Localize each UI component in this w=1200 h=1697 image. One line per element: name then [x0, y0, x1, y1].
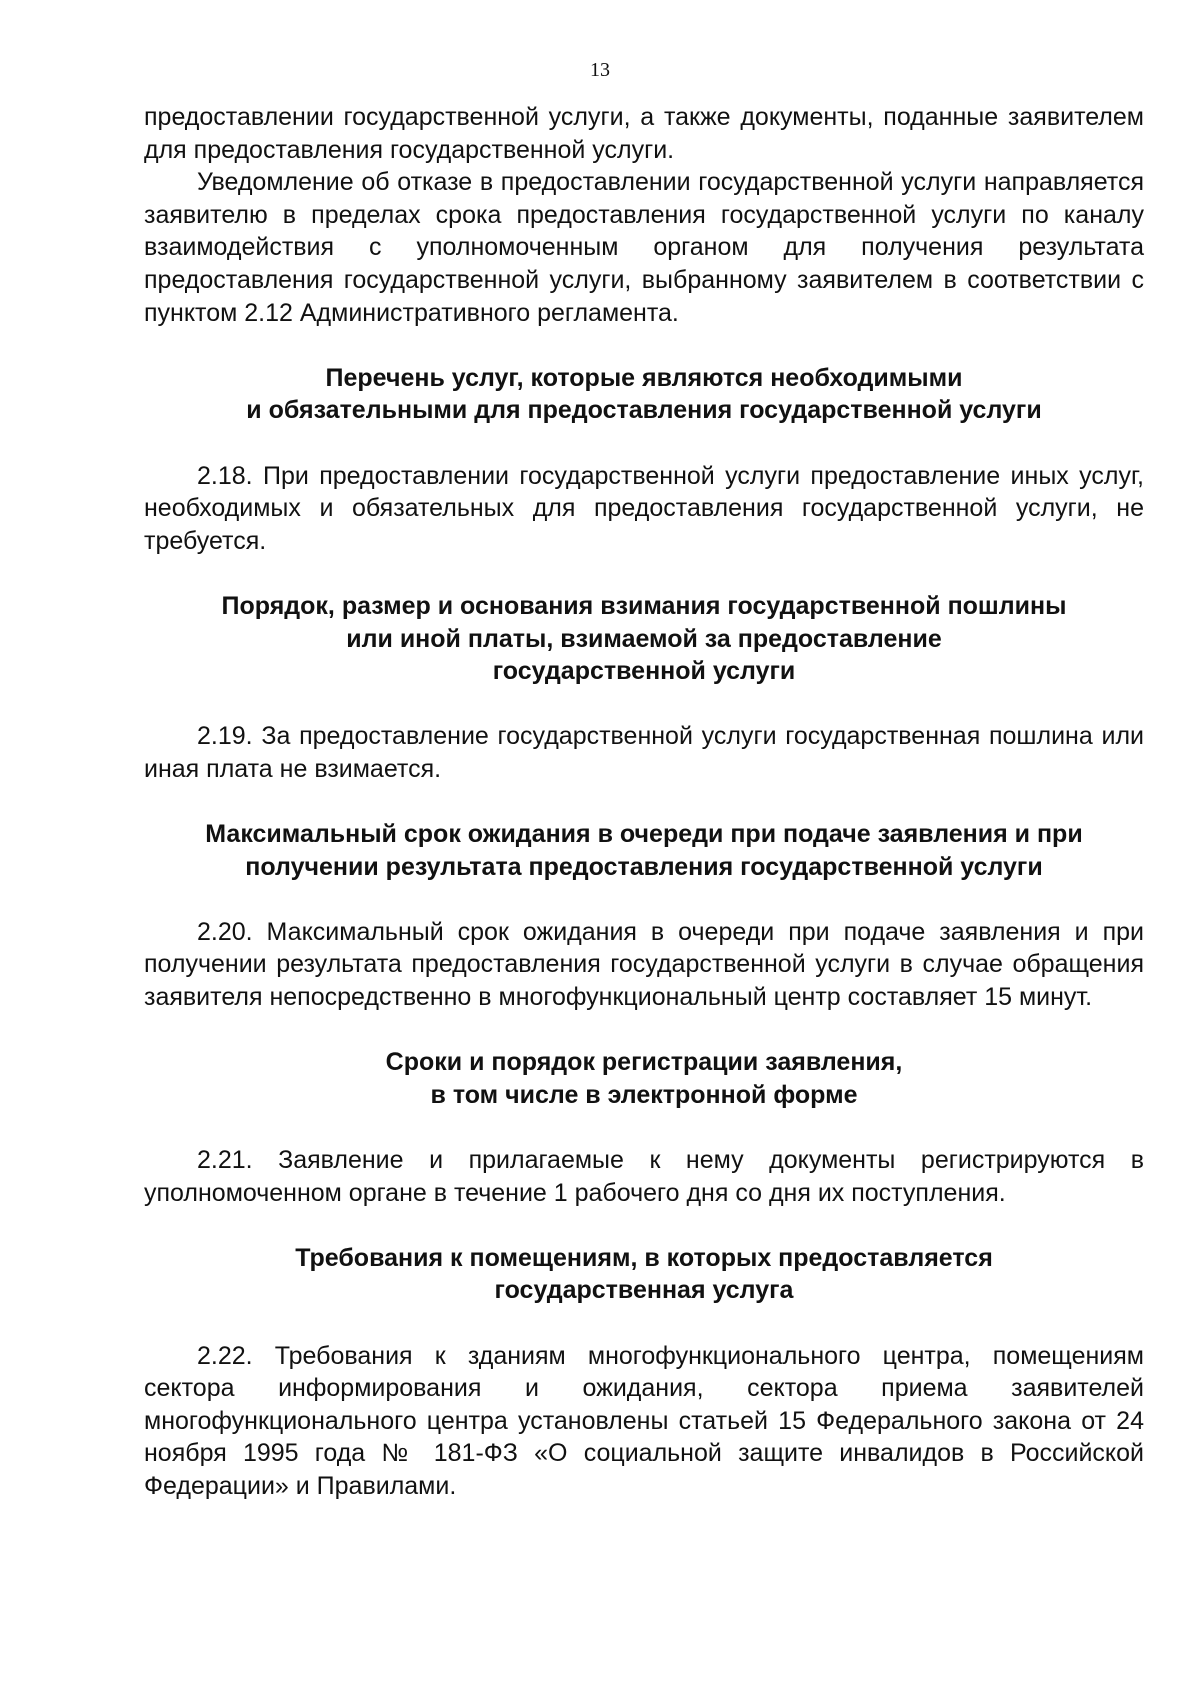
section-heading-queue-time — [144, 818, 1144, 883]
heading-line: и обязательными для предоставления государственной услуги — [246, 396, 1042, 425]
heading-line: Перечень услуг, которые являются необходимыми — [325, 363, 963, 392]
section-heading-state-fee — [144, 590, 1144, 688]
heading-line: или иной платы, взимаемой за предоставление — [346, 624, 942, 653]
paragraph-2-18: 2.18. При предоставлении государственной услуги предоставление иных услуг, необходимых и обязательных для предоставления государственной услуги, не требуется. — [144, 461, 1144, 555]
heading-line: в том числе в электронной форме — [430, 1080, 858, 1109]
paragraph-continuation: предоставлении государственной услуги, а также документы, поданные заявителем для предоставления государственной услуги. — [144, 103, 1144, 164]
section-heading-registration — [144, 1046, 1144, 1111]
heading-line: Требования к помещениям, в которых предоставляется — [295, 1243, 993, 1272]
paragraph-2-19: 2.19. За предоставление государственной услуги государственная пошлина или иная плата не взимается. — [144, 722, 1144, 783]
heading-line: Сроки и порядок регистрации заявления, — [385, 1048, 903, 1077]
heading-line: государственной услуги — [492, 657, 796, 686]
paragraph-refusal-notice: Уведомление об отказе в предоставлении государственной услуги направляется заявителю в пределах срока предоставления государственной услуги по каналу взаимодействия с уполномоченным органом для получения результата предоставления государственной услуги, выбранному заявителем в соответствии с пунктом 2.12 Административного регламента. — [144, 168, 1144, 327]
paragraph-2-20: 2.20. Максимальный срок ожидания в очереди при подаче заявления и при получении результата предоставления государственной услуги в случае обращения заявителя непосредственно в многофункциональный центр составляет 15 минут. — [144, 917, 1144, 1012]
heading-line: получении результата предоставления государственной услуги — [245, 852, 1043, 881]
heading-line: Порядок, размер и основания взимания государственной пошлины — [221, 591, 1067, 620]
heading-line: Максимальный срок ожидания в очереди при подаче заявления и при — [205, 820, 1083, 849]
section-heading-required-services — [144, 362, 1144, 427]
paragraph-2-22: 2.22. Требования к зданиям многофункционального центра, помещениям сектора информирования и ожидания, сектора приема заявителей многофункционального центра установлены статьей 15 Федерального закона от 24 ноября 1995 года № 181-ФЗ «О социальной защите инвалидов в Российской Федерации» и Правилами. — [144, 1341, 1144, 1500]
section-heading-premises — [144, 1242, 1144, 1307]
document-body — [144, 101, 1144, 1503]
page-number: 13 — [590, 59, 610, 81]
paragraph-2-21: 2.21. Заявление и прилагаемые к нему документы регистрируются в уполномоченном органе в течение 1 рабочего дня со дня их поступления. — [144, 1146, 1144, 1207]
heading-line: государственная услуга — [494, 1276, 794, 1305]
